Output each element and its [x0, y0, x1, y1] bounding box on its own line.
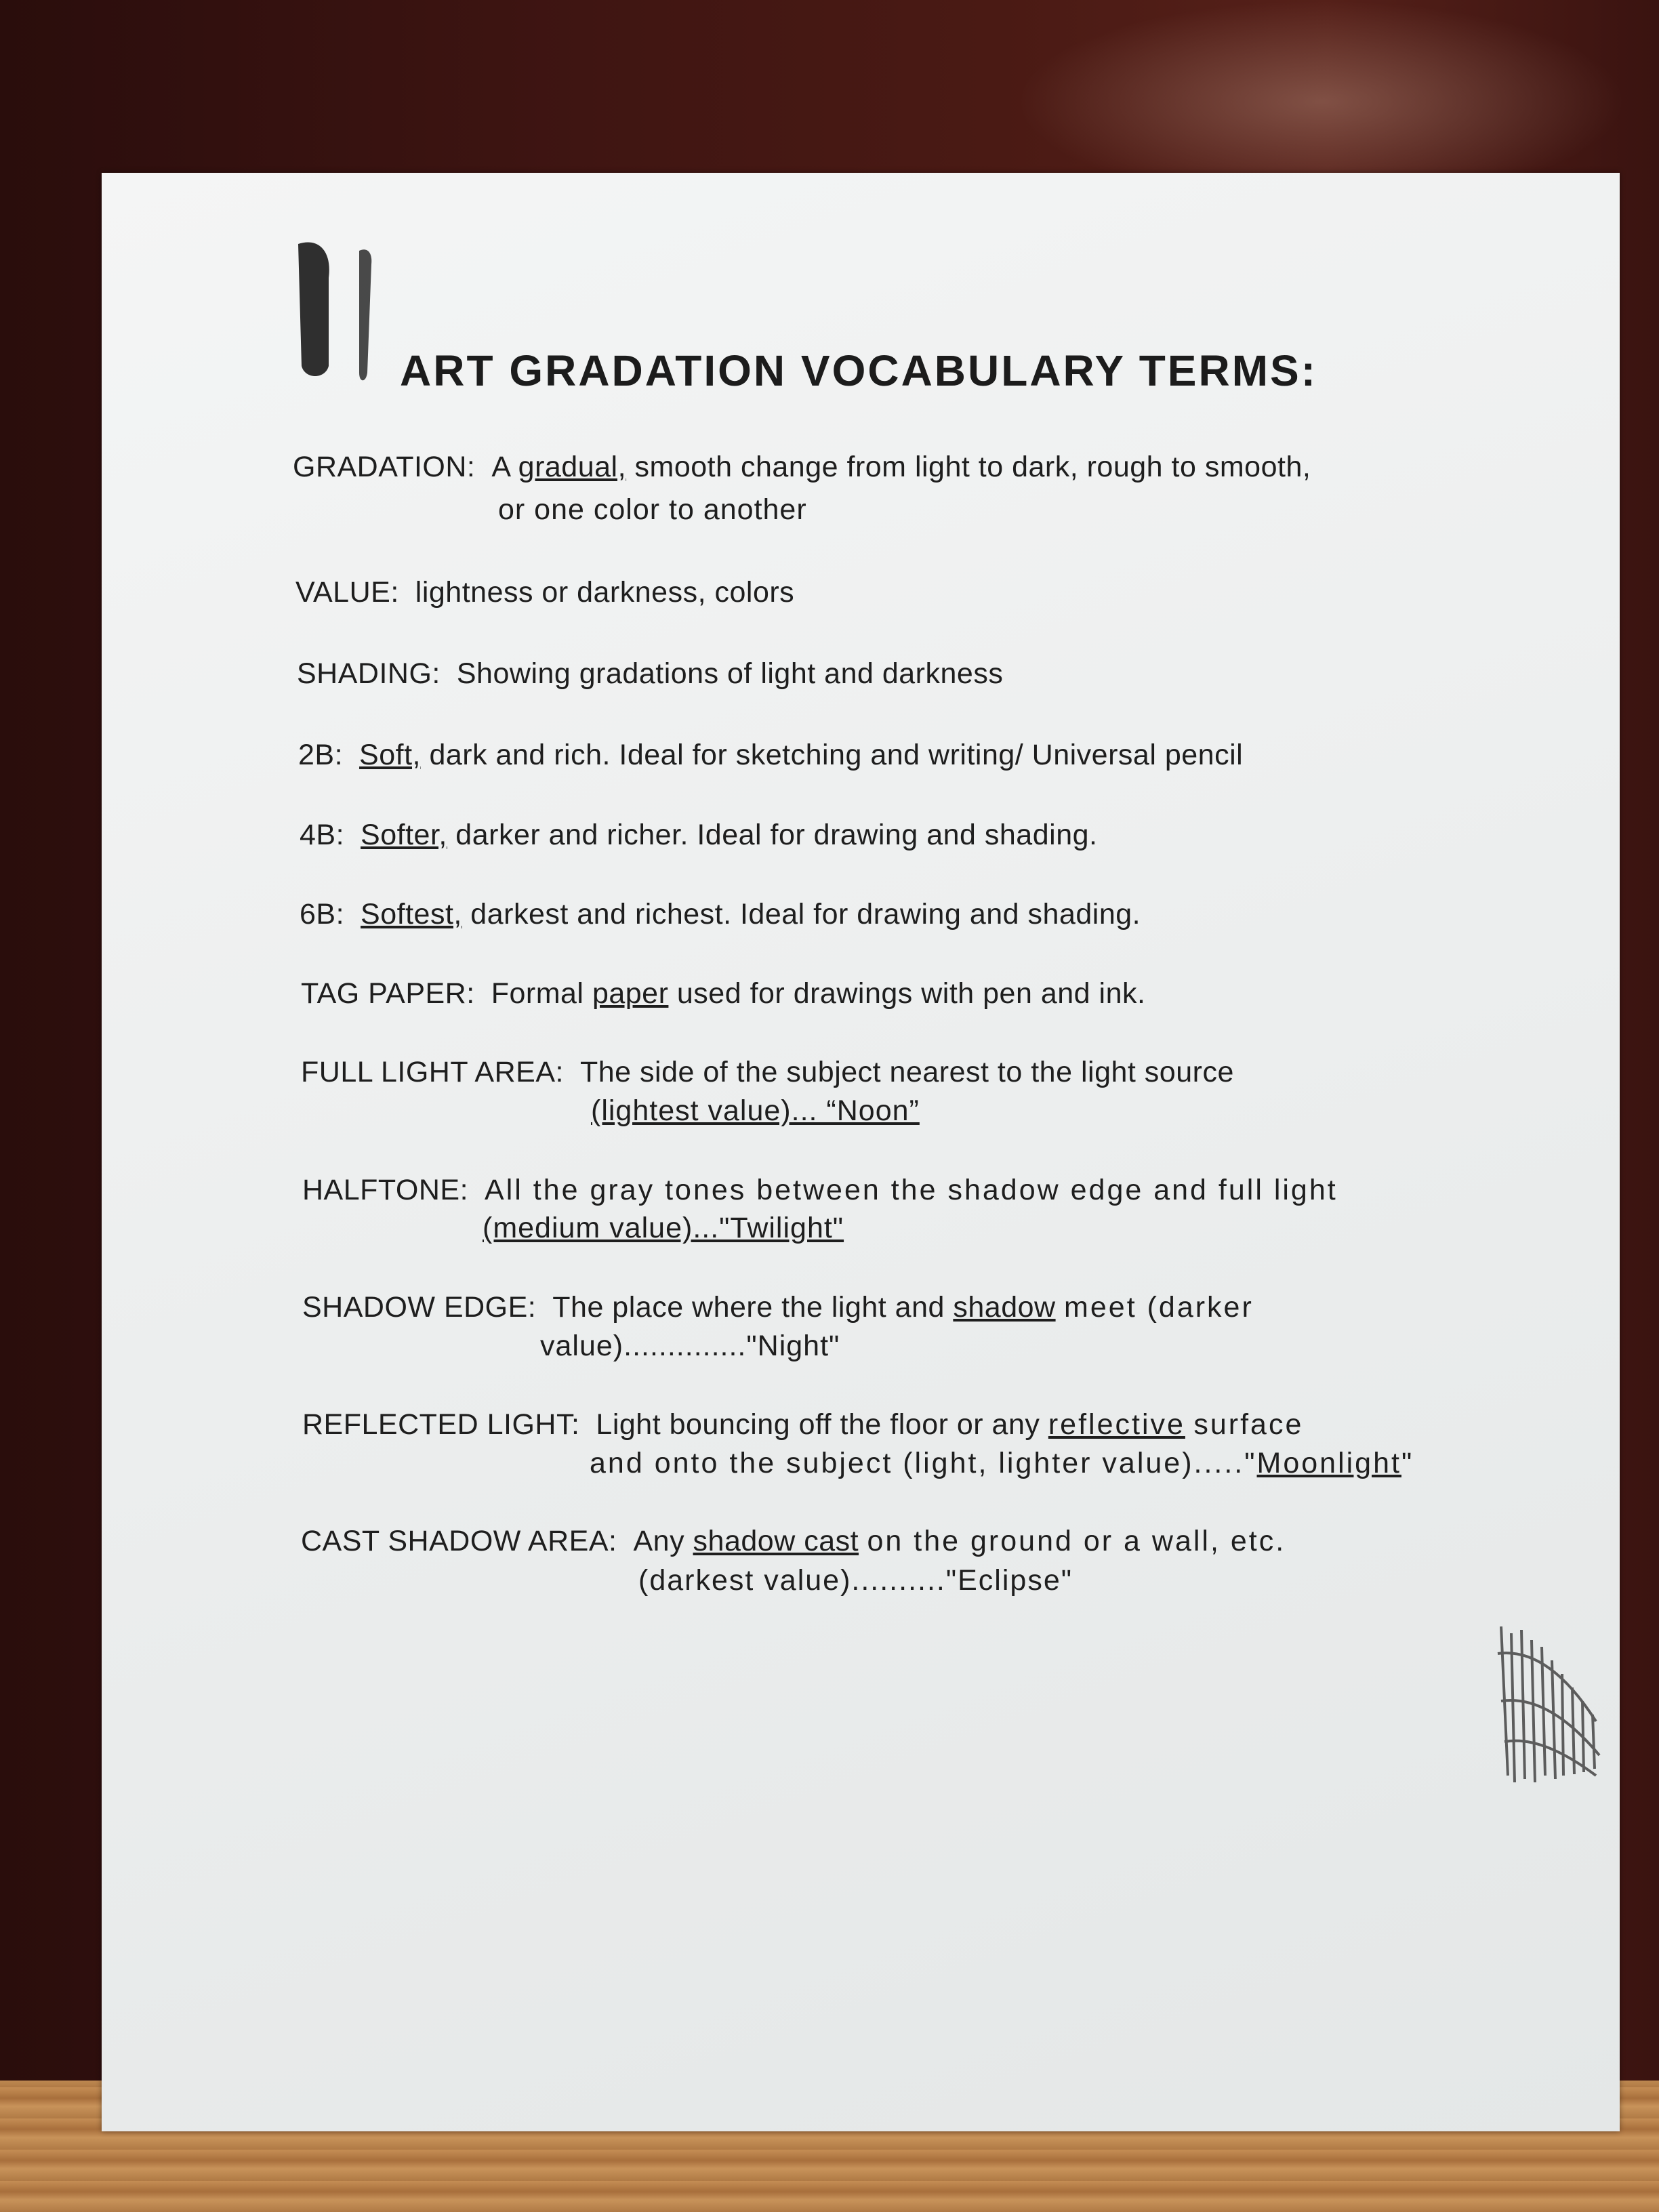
term-2b — [298, 739, 1243, 772]
term-shadow-edge — [302, 1291, 1254, 1324]
term-text: All the gray tones between the shadow edge and full light — [485, 1174, 1338, 1206]
term-text-pre: The place where the light and — [552, 1291, 945, 1324]
term-label: SHADING: — [297, 657, 441, 690]
term-full-light-area-continuation: (lightest value)... “Noon” — [591, 1094, 920, 1127]
term-label: 2B: — [298, 739, 344, 771]
term-text-underlined: reflective — [1048, 1408, 1185, 1441]
term-label: HALFTONE: — [302, 1174, 469, 1206]
term-cast-shadow-area — [301, 1525, 1286, 1558]
term-full-light-area — [301, 1056, 1234, 1089]
term-shadow-edge-continuation: value).............."Night" — [540, 1330, 840, 1362]
term-text-post: surface — [1193, 1408, 1304, 1441]
term-gradation-continuation: or one color to another — [498, 493, 807, 526]
term-label: GRADATION: — [293, 451, 476, 483]
term-text-underlined: Softest, — [361, 898, 462, 930]
pencil-scribble-swatch — [1488, 1620, 1610, 1789]
term-label: 4B: — [300, 819, 345, 851]
term-text-post: dark and rich. Ideal for sketching and writing/ Universal pencil — [429, 739, 1244, 771]
term-4b — [300, 819, 1097, 852]
term-gradation — [293, 451, 1311, 484]
term-label: SHADOW EDGE: — [302, 1291, 537, 1324]
term-text-underlined: gradual, — [518, 451, 627, 483]
term-halftone — [302, 1174, 1338, 1207]
term-text-post: on the ground or a wall, etc. — [867, 1525, 1286, 1557]
term-label: REFLECTED LIGHT: — [302, 1408, 580, 1441]
term-text-post: darker and richer. Ideal for drawing and shading. — [455, 819, 1098, 851]
term-text-post: used for drawings with pen and ink. — [676, 977, 1146, 1010]
term-label: VALUE: — [295, 576, 399, 609]
term-text: The side of the subject nearest to the light source — [579, 1056, 1234, 1088]
term-text-underlined: Softer, — [361, 819, 447, 851]
term-reflected-light-continuation — [590, 1447, 1414, 1480]
term-text-pre: Formal — [491, 977, 584, 1010]
term-text-pre: A — [491, 451, 510, 483]
term-text-post: meet (darker — [1064, 1291, 1254, 1324]
term-value — [295, 576, 794, 609]
term-text: Showing gradations of light and darkness — [456, 657, 1004, 690]
term-text-post: smooth change from light to dark, rough to smooth, — [634, 451, 1311, 483]
term-halftone-continuation: (medium value)..."Twilight" — [483, 1212, 844, 1244]
term-label: FULL LIGHT AREA: — [301, 1056, 564, 1088]
term-label: CAST SHADOW AREA: — [301, 1525, 617, 1557]
page-title: ART GRADATION VOCABULARY TERMS: — [400, 346, 1317, 395]
term-text-pre: Light bouncing off the floor or any — [596, 1408, 1040, 1441]
term-text-underlined: shadow cast — [693, 1525, 859, 1557]
term-reflected-light — [302, 1408, 1303, 1441]
term-text: lightness or darkness, colors — [415, 576, 795, 609]
term-label: TAG PAPER: — [301, 977, 475, 1010]
pencil-stroke-marks — [291, 237, 386, 386]
cont-text-post: " — [1401, 1447, 1414, 1479]
term-6b — [300, 898, 1141, 931]
term-text-underlined: shadow — [953, 1291, 1056, 1324]
cont-text-underlined: Moonlight — [1256, 1447, 1401, 1479]
term-text-underlined: paper — [592, 977, 669, 1010]
term-cast-shadow-area-continuation: (darkest value).........."Eclipse" — [638, 1564, 1073, 1597]
term-label: 6B: — [300, 898, 345, 930]
term-text-underlined: Soft, — [359, 739, 421, 771]
term-tag-paper — [301, 977, 1145, 1010]
term-text-pre: Any — [633, 1525, 685, 1557]
term-shading — [297, 657, 1003, 691]
term-text-post: darkest and richest. Ideal for drawing and shading. — [470, 898, 1141, 930]
cont-text-pre: and onto the subject (light, lighter value)....." — [590, 1447, 1257, 1479]
